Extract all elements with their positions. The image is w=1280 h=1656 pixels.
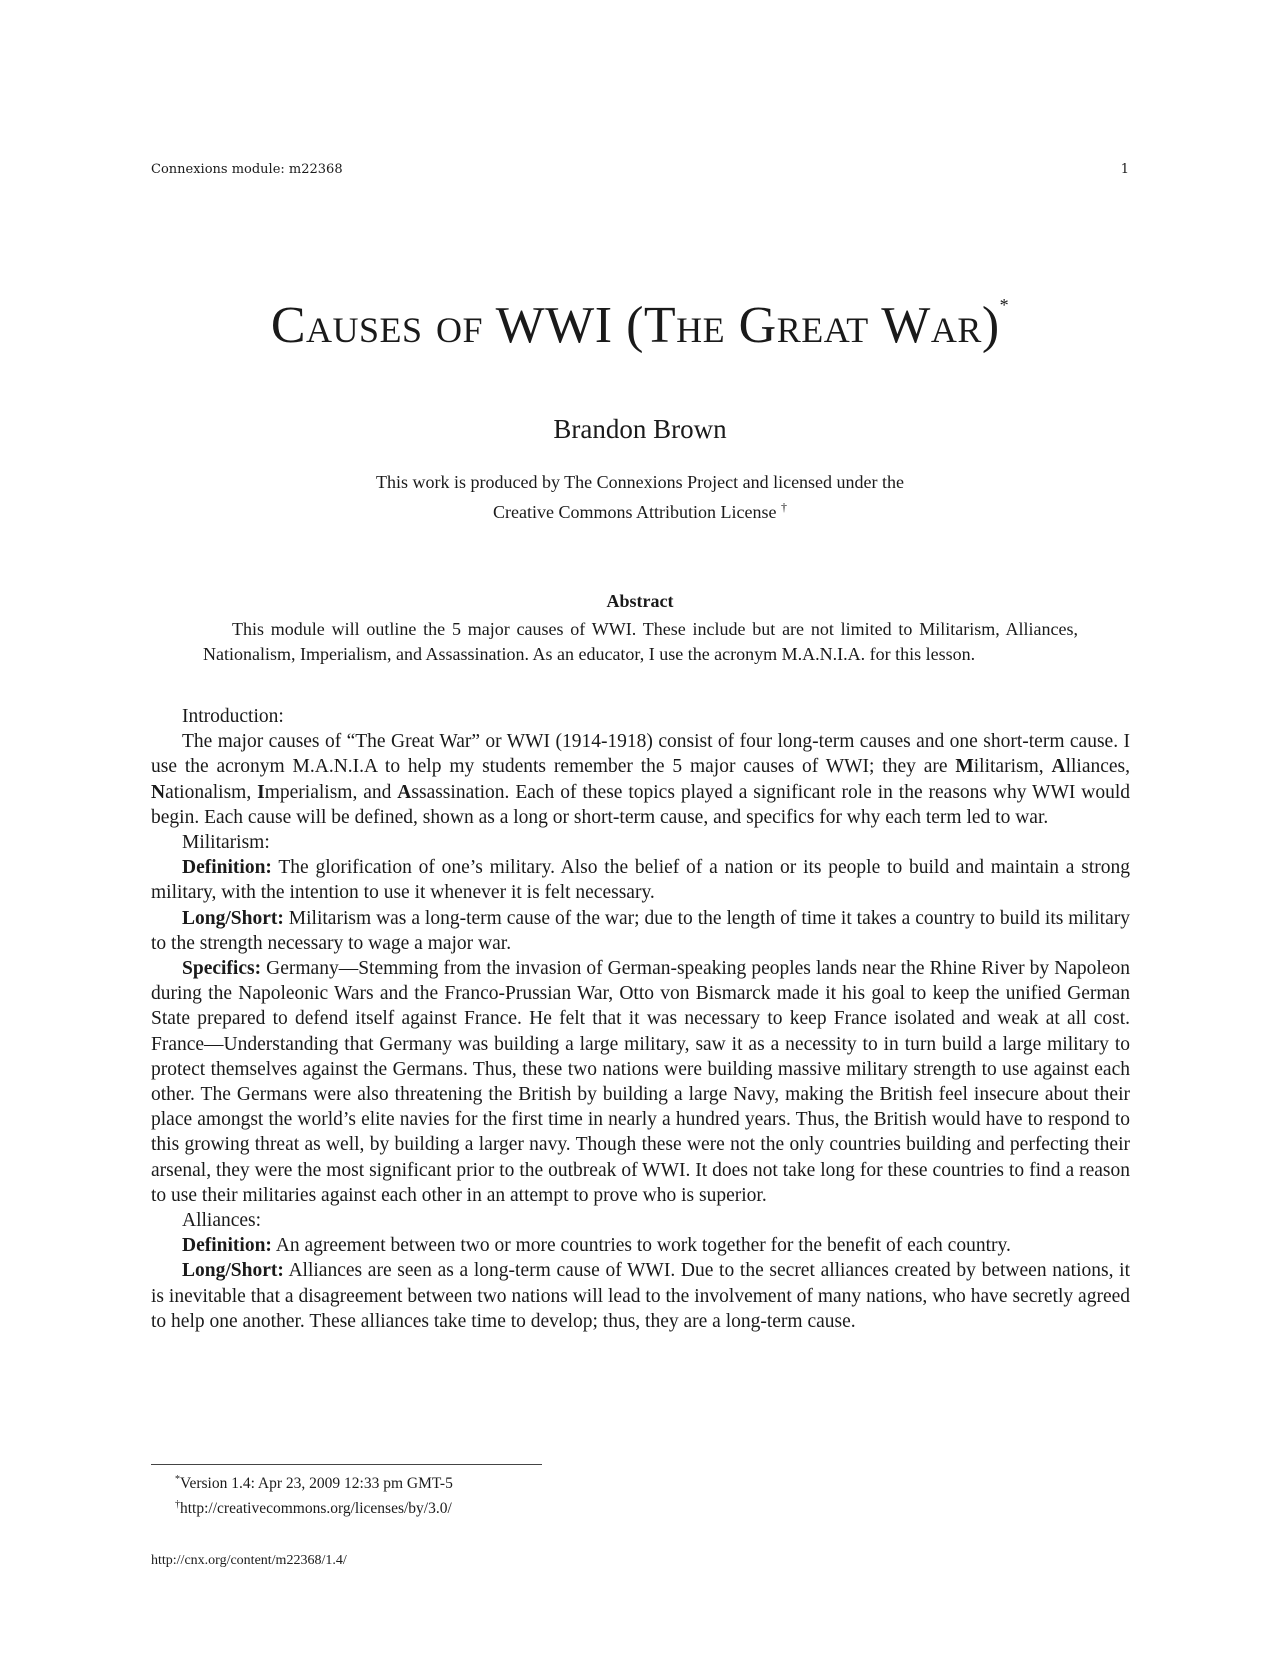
acronym-letter-a2: A (397, 781, 412, 803)
intro-text: ssassination. Each of these topics played a significant role in the reasons why WWI would begin. Each cause will be defined, shown as a long or short-term cause, and specifics for why each term led to war. (151, 781, 1130, 828)
acronym-letter-n: N (151, 781, 166, 803)
footnote-mark: † (175, 1499, 180, 1511)
definition-text: An agreement between two or more countries to work together for the benefit of each country. (275, 1235, 1011, 1257)
author-name: Brandon Brown (553, 414, 727, 444)
document-body (151, 704, 1130, 1334)
definition-label: Definition: (182, 1235, 272, 1257)
intro-text: The major causes of “The Great War” or WWI (1914-1918) consist of four long-term causes and one short-term cause. I use the acronym M.A.N.I.A to help my students remember the 5 major causes of WWI; they are (151, 731, 1130, 778)
section-heading-introduction: Introduction: (182, 706, 284, 727)
footnote-mark: * (175, 1474, 180, 1485)
intro-text: mperialism, and (264, 781, 398, 803)
intro-text: ilitarism, (973, 756, 1052, 778)
militarism-specifics (151, 956, 1130, 1208)
longshort-label: Long/Short: (182, 907, 284, 929)
license-line-2: Creative Commons Attribution License (493, 502, 777, 522)
intro-text: lliances, (1065, 756, 1131, 778)
footnote-text: Version 1.4: Apr 23, 2009 12:33 pm GMT-5 (180, 1475, 453, 1493)
license-footnote-mark[interactable]: † (780, 500, 787, 514)
definition-label: Definition: (182, 857, 272, 879)
section-heading-alliances: Alliances: (182, 1210, 262, 1232)
title-footnote-mark[interactable]: * (999, 295, 1010, 315)
footnote-license-url (175, 1494, 453, 1519)
footnote-divider (151, 1464, 542, 1465)
footnotes (175, 1469, 453, 1519)
title-text: Causes of WWI (The Great War) (270, 297, 1000, 354)
alliances-longshort (151, 1258, 1130, 1334)
footer-url-link[interactable]: http://cnx.org/content/m22368/1.4/ (151, 1553, 347, 1568)
document-title (0, 295, 1280, 354)
footnote-version (175, 1469, 453, 1494)
militarism-definition (151, 855, 1130, 905)
license-line-1: This work is produced by The Connexions Project and licensed under the (375, 472, 905, 492)
intro-paragraph (151, 729, 1130, 830)
acronym-letter-m: M (955, 756, 974, 778)
running-header-module: Connexions module: m22368 (151, 162, 343, 177)
abstract-content: This module will outline the 5 major causes of WWI. These include but are not limited to Militarism, Alliances, Nationalism, Imperialism, and Assassination. As an educator, I use the acronym M.A.N.I.A. for this lesson. (203, 619, 1078, 664)
license-notice (0, 470, 1280, 525)
definition-text: The glorification of one’s military. Also the belief of a nation or its people to build and maintain a strong military, with the intention to use it whenever it is felt necessary. (151, 857, 1130, 904)
abstract-text (203, 617, 1078, 667)
page-number: 1 (1120, 162, 1129, 177)
acronym-letter-i: I (257, 781, 265, 803)
longshort-text: Militarism was a long-term cause of the war; due to the length of time it takes a country to build its military to the strength necessary to wage a major war. (151, 907, 1130, 954)
longshort-label: Long/Short: (182, 1260, 284, 1282)
alliances-definition (151, 1233, 1130, 1258)
section-heading-militarism: Militarism: (182, 832, 270, 854)
militarism-longshort (151, 906, 1130, 956)
acronym-letter-a: A (1051, 756, 1066, 778)
longshort-text: Alliances are seen as a long-term cause of WWI. Due to the secret alliances created by between nations, it is inevitable that a disagreement between two nations will lead to the involvement of many nations, who have secretly agreed to help one another. These alliances take time to develop; thus, they are a long-term cause. (151, 1260, 1130, 1332)
footnote-link[interactable]: http://creativecommons.org/licenses/by/3.0/ (180, 1500, 452, 1518)
specifics-text: Germany—Stemming from the invasion of German-speaking peoples lands near the Rhine River by Napoleon during the Napoleonic Wars and the Franco-Prussian War, Otto von Bismarck made it his goal to keep the unified German State prepared to defend itself against France. He felt that it was necessary to keep France isolated and weak at all cost. France—Understanding that Germany was building a large military, saw it as a necessity to in turn build a large military to protect themselves against the Germans. Thus, these two nations were building massive military strength to use against each other. The Germans were also threatening the British by building a large Navy, making the British feel insecure about their place amongst the world’s elite navies for the first time in nearly a hundred years. Thus, the British would have to respond to this growing threat as well, by building a larger navy. Though these were not the only countries building and perfecting their arsenal, they were the most significant prior to the outbreak of WWI. It does not take long for these countries to find a reason to use their militaries against each other in an attempt to prove who is superior. (151, 958, 1130, 1206)
specifics-label: Specifics: (182, 958, 262, 980)
abstract-heading: Abstract (606, 591, 674, 611)
intro-text: ationalism, (165, 781, 258, 803)
